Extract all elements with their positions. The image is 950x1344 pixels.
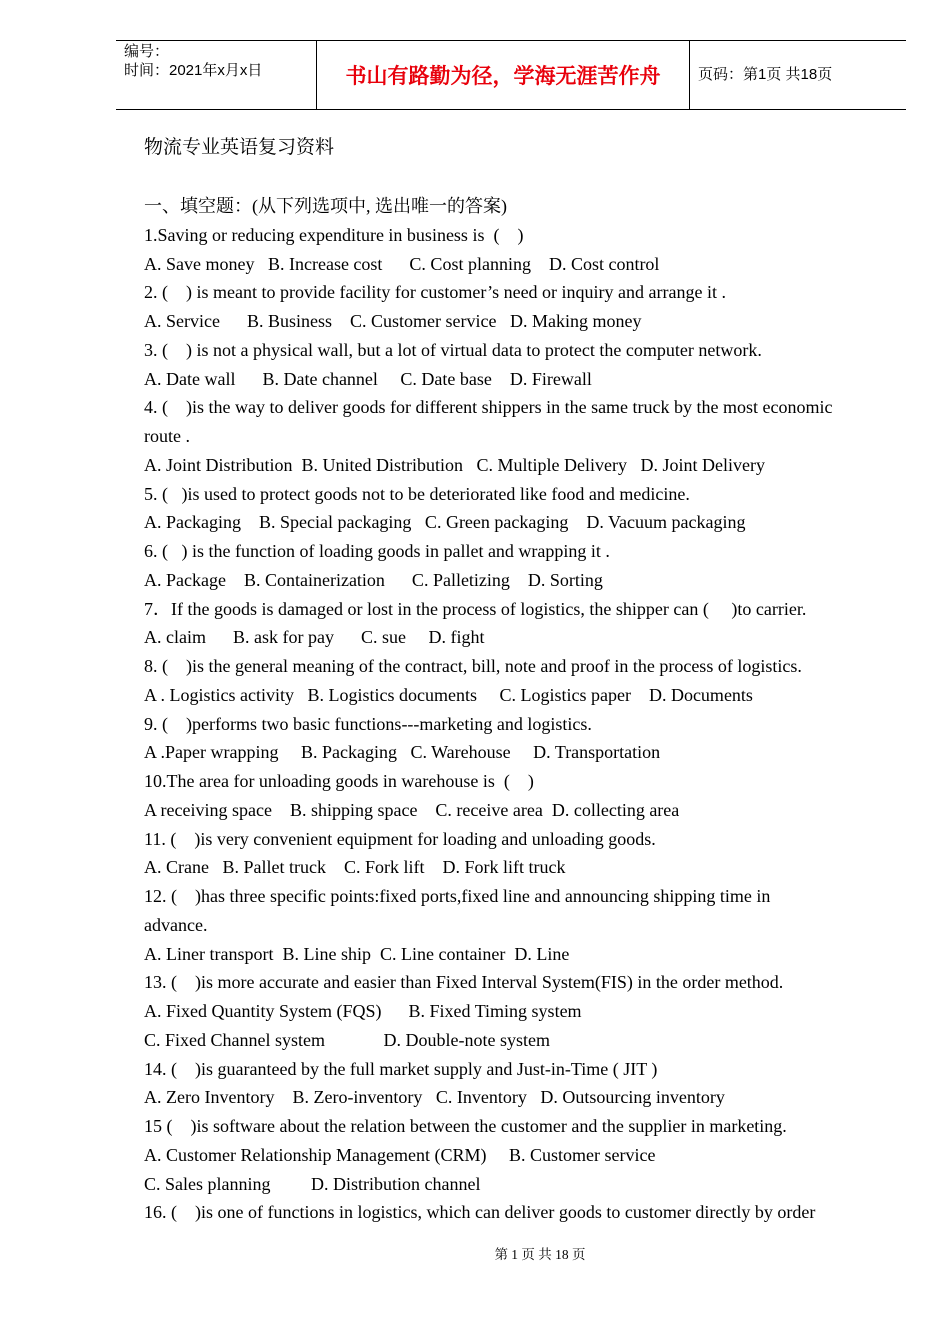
question-line: A receiving space B. shipping space C. receive area D. collecting area	[144, 799, 680, 820]
question-line: A. Joint Distribution B. United Distribution C. Multiple Delivery D. Joint Delivery	[144, 454, 765, 475]
question-line: A .Paper wrapping B. Packaging C. Warehouse D. Transportation	[144, 742, 661, 763]
question-line: 5. ( )is used to protect goods not to be deteriorated like food and medicine.	[144, 483, 690, 504]
question-line: 9. ( )performs two basic functions---marketing and logistics.	[144, 713, 592, 734]
page-footer: 第 1 页 共 18 页	[494, 1247, 586, 1262]
header-motto: 书山有路勤为径，学海无涯苦作舟	[345, 64, 661, 88]
question-line: A. Package B. Containerization C. Palletizing D. Sorting	[144, 569, 603, 590]
question-line: 1.Saving or reducing expenditure in business is ( )	[144, 224, 524, 245]
question-line: C. Fixed Channel system D. Double-note system	[144, 1029, 550, 1050]
question-line: A. claim B. ask for pay C. sue D. fight	[144, 627, 485, 648]
document-number-label: 编号：	[124, 43, 170, 60]
question-line: 14. ( )is guaranteed by the full market supply and Just-in-Time ( JIT )	[144, 1058, 658, 1079]
question-line: 12. ( )has three specific points:fixed ports,fixed line and announcing shipping time in	[144, 886, 771, 906]
question-line: 10.The area for unloading goods in warehouse is ( )	[144, 771, 534, 791]
question-line: 16. ( )is one of functions in logistics, which can deliver goods to customer directly by order	[144, 1202, 816, 1223]
question-line: 7．If the goods is damaged or lost in the process of logistics, the shipper can ( )to carrier.	[144, 598, 807, 619]
question-line: C. Sales planning D. Distribution channel	[144, 1173, 481, 1194]
question-line: 11. ( )is very convenient equipment for loading and unloading goods.	[144, 828, 656, 849]
question-line: 4. ( )is the way to deliver goods for different shippers in the same truck by the most economic	[144, 397, 833, 418]
question-line: A. Fixed Quantity System (FQS) B. Fixed Timing system	[144, 1001, 582, 1021]
header-left-cell	[116, 41, 316, 109]
header-motto-cell	[316, 41, 690, 109]
document-title: 物流专业英语复习资料	[144, 137, 335, 158]
section-title: 一、填空题：(从下列选项中, 选出唯一的答案)	[144, 196, 507, 216]
question-line: A. Zero Inventory B. Zero-inventory C. Inventory D. Outsourcing inventory	[144, 1087, 725, 1108]
question-line: A. Date wall B. Date channel C. Date base D. Firewall	[144, 368, 592, 389]
question-line: A. Liner transport B. Line ship C. Line container D. Line	[144, 943, 570, 964]
question-line: route .	[144, 426, 190, 446]
question-line: A. Service B. Business C. Customer service D. Making money	[144, 311, 642, 331]
header-table	[116, 40, 906, 110]
question-list	[144, 192, 884, 1227]
question-line: 3. ( ) is not a physical wall, but a lot of virtual data to protect the computer network.	[144, 339, 762, 360]
question-line: A. Packaging B. Special packaging C. Green packaging D. Vacuum packaging	[144, 512, 746, 533]
question-line: 13. ( )is more accurate and easier than Fixed Interval System(FIS) in the order method.	[144, 972, 784, 993]
header-right-cell	[690, 41, 906, 109]
question-line: A. Customer Relationship Management (CRM) B. Customer service	[144, 1144, 656, 1165]
header-page-info: 页码：第1页 共18页	[698, 66, 833, 83]
question-line: 15 ( )is software about the relation between the customer and the supplier in marketing.	[144, 1116, 787, 1136]
question-line: 2. ( ) is meant to provide facility for customer’s need or inquiry and arrange it .	[144, 282, 726, 303]
question-line: A . Logistics activity B. Logistics documents C. Logistics paper D. Documents	[144, 684, 753, 705]
question-line: A. Save money B. Increase cost C. Cost planning D. Cost control	[144, 253, 660, 274]
question-line: 6. ( ) is the function of loading goods in pallet and wrapping it .	[144, 541, 610, 561]
question-lines	[144, 221, 884, 1227]
question-line: advance.	[144, 914, 208, 935]
document-date-label: 时间：2021年x月x日	[124, 62, 263, 79]
question-line: 8. ( )is the general meaning of the contract, bill, note and proof in the process of logistics.	[144, 656, 802, 676]
question-line: A. Crane B. Pallet truck C. Fork lift D. Fork lift truck	[144, 857, 566, 878]
